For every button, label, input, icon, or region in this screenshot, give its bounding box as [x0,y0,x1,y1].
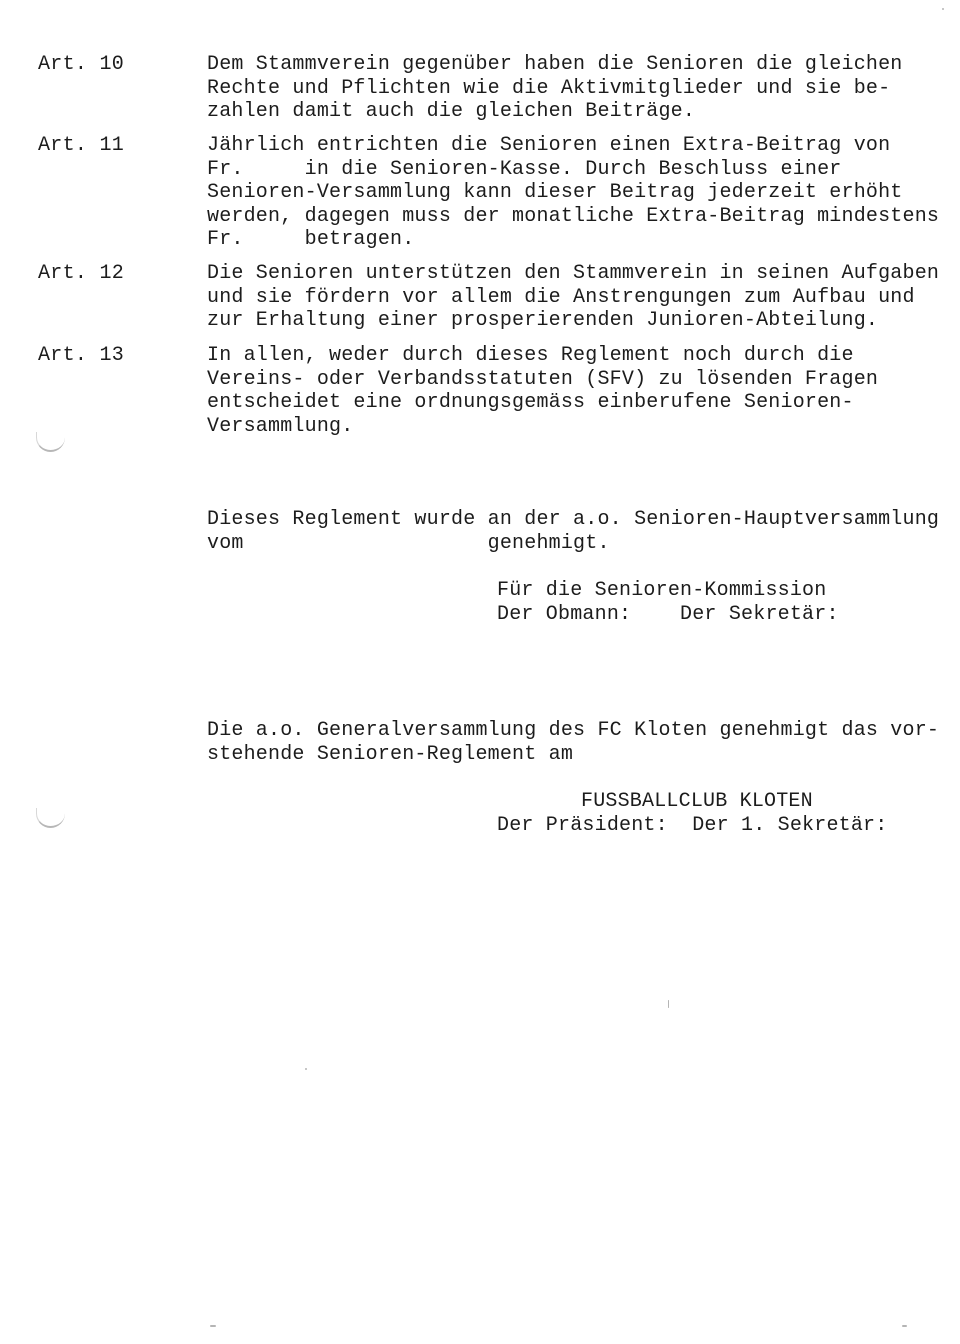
text-line: Dem Stammverein gegenüber haben die Senioren die gleichen [207,53,903,76]
text-line: entscheidet eine ordnungsgemäss einberufene Senioren- [207,391,854,414]
article-12-text [207,262,939,333]
text-line: Jährlich entrichten die Senioren einen Extra-Beitrag von [207,134,891,157]
text-line: stehende Senioren-Reglement am [207,742,574,766]
text-line: vom genehmigt. [207,531,610,555]
club-signature-block [497,790,887,837]
commission-signature-block [497,579,839,626]
punch-hole-mark [36,808,65,828]
text-line: In allen, weder durch dieses Reglement noch durch die [207,344,854,367]
scan-speck [668,1000,669,1008]
article-13-text [207,344,878,438]
text-line: Für die Senioren-Kommission [497,579,827,602]
article-10-text [207,53,903,124]
text-line: zahlen damit auch die gleichen Beiträge. [207,100,696,123]
punch-hole-mark [36,432,65,452]
text-line: Rechte und Pflichten wie die Aktivmitglieder und sie be- [207,76,891,100]
text-line: und sie fördern vor allem die Anstrengungen zum Aufbau und [207,285,915,309]
text-line: Die a.o. Generalversammlung des FC Kloten genehmigt das vor- [207,719,940,742]
scan-speck [942,8,944,10]
seniors-approval-statement [207,508,939,555]
article-13-label: Art. 13 [38,344,125,367]
text-line: zur Erhaltung einer prosperierenden Junioren-Abteilung. [207,309,879,332]
text-line: Versammlung. [207,414,354,438]
text-line: Dieses Reglement wurde an der a.o. Senioren-Hauptversammlung [207,508,940,531]
article-11-text [207,134,939,252]
text-line: Der Obmann: Der Sekretär: [497,602,839,626]
scan-speck [210,1325,216,1327]
article-12-label: Art. 12 [38,262,125,285]
article-11-label: Art. 11 [38,134,125,157]
scan-speck [902,1325,907,1327]
scan-speck [305,1068,307,1070]
article-10-label: Art. 10 [38,53,125,76]
text-line: Senioren-Versammlung kann dieser Beitrag jederzeit erhöht [207,181,903,204]
text-line: Die Senioren unterstützen den Stammverein in seinen Aufgaben [207,262,940,285]
club-name: FUSSBALLCLUB KLOTEN [581,790,813,813]
text-line: Fr. in die Senioren-Kasse. Durch Beschluss einer [207,157,842,181]
text-line: Fr. betragen. [207,228,415,251]
text-line: Der Präsident: Der 1. Sekretär: [497,813,888,837]
general-assembly-approval-statement [207,719,939,766]
text-line: werden, dagegen muss der monatliche Extra-Beitrag mindestens [207,204,940,228]
text-line: Vereins- oder Verbandsstatuten (SFV) zu lösenden Fragen [207,367,879,391]
